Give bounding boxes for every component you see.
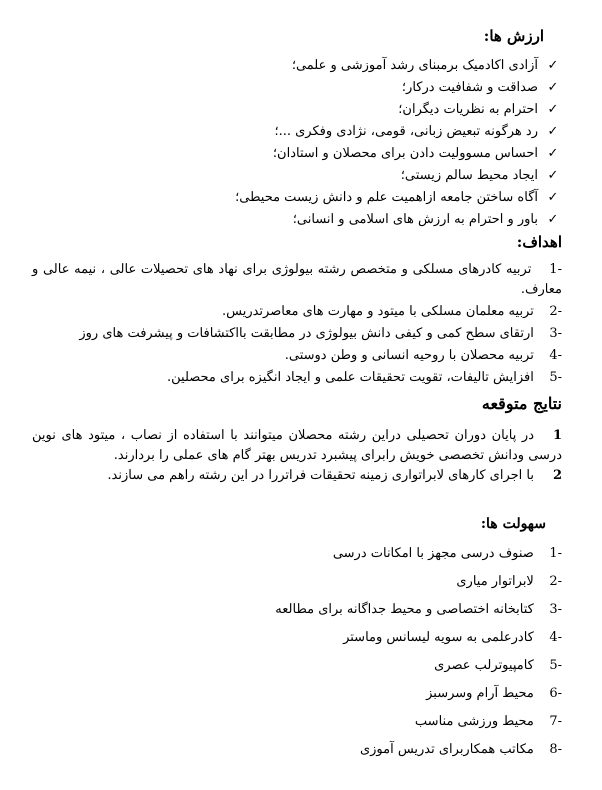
value-item	[235, 188, 562, 207]
check-icon: ✓	[547, 212, 559, 227]
check-icon: ✓	[547, 58, 559, 73]
goal-item	[79, 324, 562, 343]
facility-item	[415, 712, 562, 731]
facility-text: لابراتوار میاری	[456, 574, 534, 589]
goal-item	[32, 260, 562, 300]
outcome-number: 1	[552, 428, 562, 443]
outcome-number: 2	[552, 468, 562, 483]
value-item	[274, 122, 562, 141]
value-text: رد هرگونه تبعیض زبانی، قومی، نژادی وفکری ...؛	[274, 124, 538, 139]
facility-text: محیط آرام وسرسبز	[426, 686, 534, 701]
facility-item	[343, 628, 562, 647]
outcome-item	[32, 426, 562, 466]
value-item	[273, 144, 562, 163]
goal-number: -5	[549, 370, 562, 385]
check-icon: ✓	[547, 146, 559, 161]
value-text: آزادی اکادمیک برمبنای رشد آموزشی و علمی؛	[291, 58, 538, 73]
goal-number: -2	[549, 304, 562, 319]
value-text: باور و احترام به ارزش های اسلامی و انسانی؛	[292, 212, 538, 227]
facility-number: -6	[549, 686, 562, 701]
goal-text: تربیه کادرهای مسلکی و متخصص رشته بیولوژی برای نهاد های تحصیلات عالی ، نیمه عالی و معارف.	[32, 262, 562, 297]
goal-text: ارتقای سطح کمی و کیفی دانش بیولوژی در مطابقت بااکتشافات و پیشرفت های روز	[79, 326, 534, 341]
value-text: صداقت و شفافیت درکار؛	[401, 80, 538, 95]
facility-item	[333, 544, 562, 563]
facility-number: -7	[549, 714, 562, 729]
facility-text: صنوف درسی مجهز با امکانات درسی	[332, 546, 534, 561]
goal-text: تربیه محصلان با روحیه انسانی و وطن دوستی.	[284, 348, 534, 363]
facility-number: -3	[549, 602, 562, 617]
value-text: احترام به نظریات دیگران؛	[398, 102, 538, 117]
facility-item	[434, 656, 562, 675]
goal-item	[285, 346, 562, 365]
check-icon: ✓	[547, 168, 559, 183]
goal-text: تربیه معلمان مسلکی با میتود و مهارت های معاصرتدریس.	[222, 304, 534, 319]
outcome-item	[107, 466, 562, 485]
value-item	[402, 78, 562, 97]
check-icon: ✓	[547, 190, 559, 205]
facility-item	[456, 572, 562, 591]
facility-number: -5	[549, 658, 562, 673]
goal-number: -4	[549, 348, 562, 363]
facility-item	[426, 684, 562, 703]
outcome-text: در پایان دوران تحصیلی دراین رشته محصلان میتوانند با استفاده از نصاب ، میتود های نوین درسی ودانش تخصصی خویش رابرای پیشبرد تدریس بهتر گام های عملی را بردارند.	[32, 428, 562, 463]
outcome-text: با اجرای کارهای لابراتواری زمینه تحقیقات فراتررا در این رشته راهم می سازند.	[107, 468, 534, 483]
facility-text: کامپیوترلب عصری	[434, 658, 534, 673]
goal-text: افزایش تالیفات، تقویت تحقیقات علمی و ایجاد انگیزه برای محصلین.	[167, 370, 534, 385]
value-item	[401, 166, 562, 185]
facility-text: کتابخانه اختصاصی و محیط جداگانه برای مطالعه	[275, 602, 534, 617]
facility-number: -1	[549, 546, 562, 561]
facility-item	[360, 740, 562, 759]
goal-number: -1	[549, 262, 562, 277]
values-heading: ارزش ها:	[483, 27, 544, 45]
value-item	[293, 210, 562, 229]
value-item	[292, 56, 562, 75]
value-text: احساس مسوولیت دادن برای محصلان و استادان؛	[272, 146, 538, 161]
check-icon: ✓	[547, 80, 559, 95]
facility-text: کادرعلمی به سویه لیسانس وماستر	[343, 630, 534, 645]
goals-heading: اهداف:	[516, 233, 562, 251]
facility-text: مکاتب همکاربرای تدریس آموزی	[359, 742, 534, 757]
value-text: ایجاد محیط سالم زیستی؛	[400, 168, 538, 183]
value-item	[398, 100, 562, 119]
check-icon: ✓	[547, 102, 559, 117]
goal-item	[167, 368, 562, 387]
facility-item	[275, 600, 562, 619]
outcomes-heading: نتایج متوقعه	[481, 394, 562, 413]
goal-item	[222, 302, 562, 321]
facility-text: محیط ورزشی مناسب	[414, 714, 534, 729]
facility-number: -2	[549, 574, 562, 589]
goal-number: -3	[549, 326, 562, 341]
value-text: آگاه ساختن جامعه ازاهمیت علم و دانش زیست محیطی؛	[235, 190, 538, 205]
facility-number: -8	[549, 742, 562, 757]
check-icon: ✓	[547, 124, 559, 139]
facility-number: -4	[549, 630, 562, 645]
facilities-heading: سهولت ها:	[480, 516, 546, 532]
